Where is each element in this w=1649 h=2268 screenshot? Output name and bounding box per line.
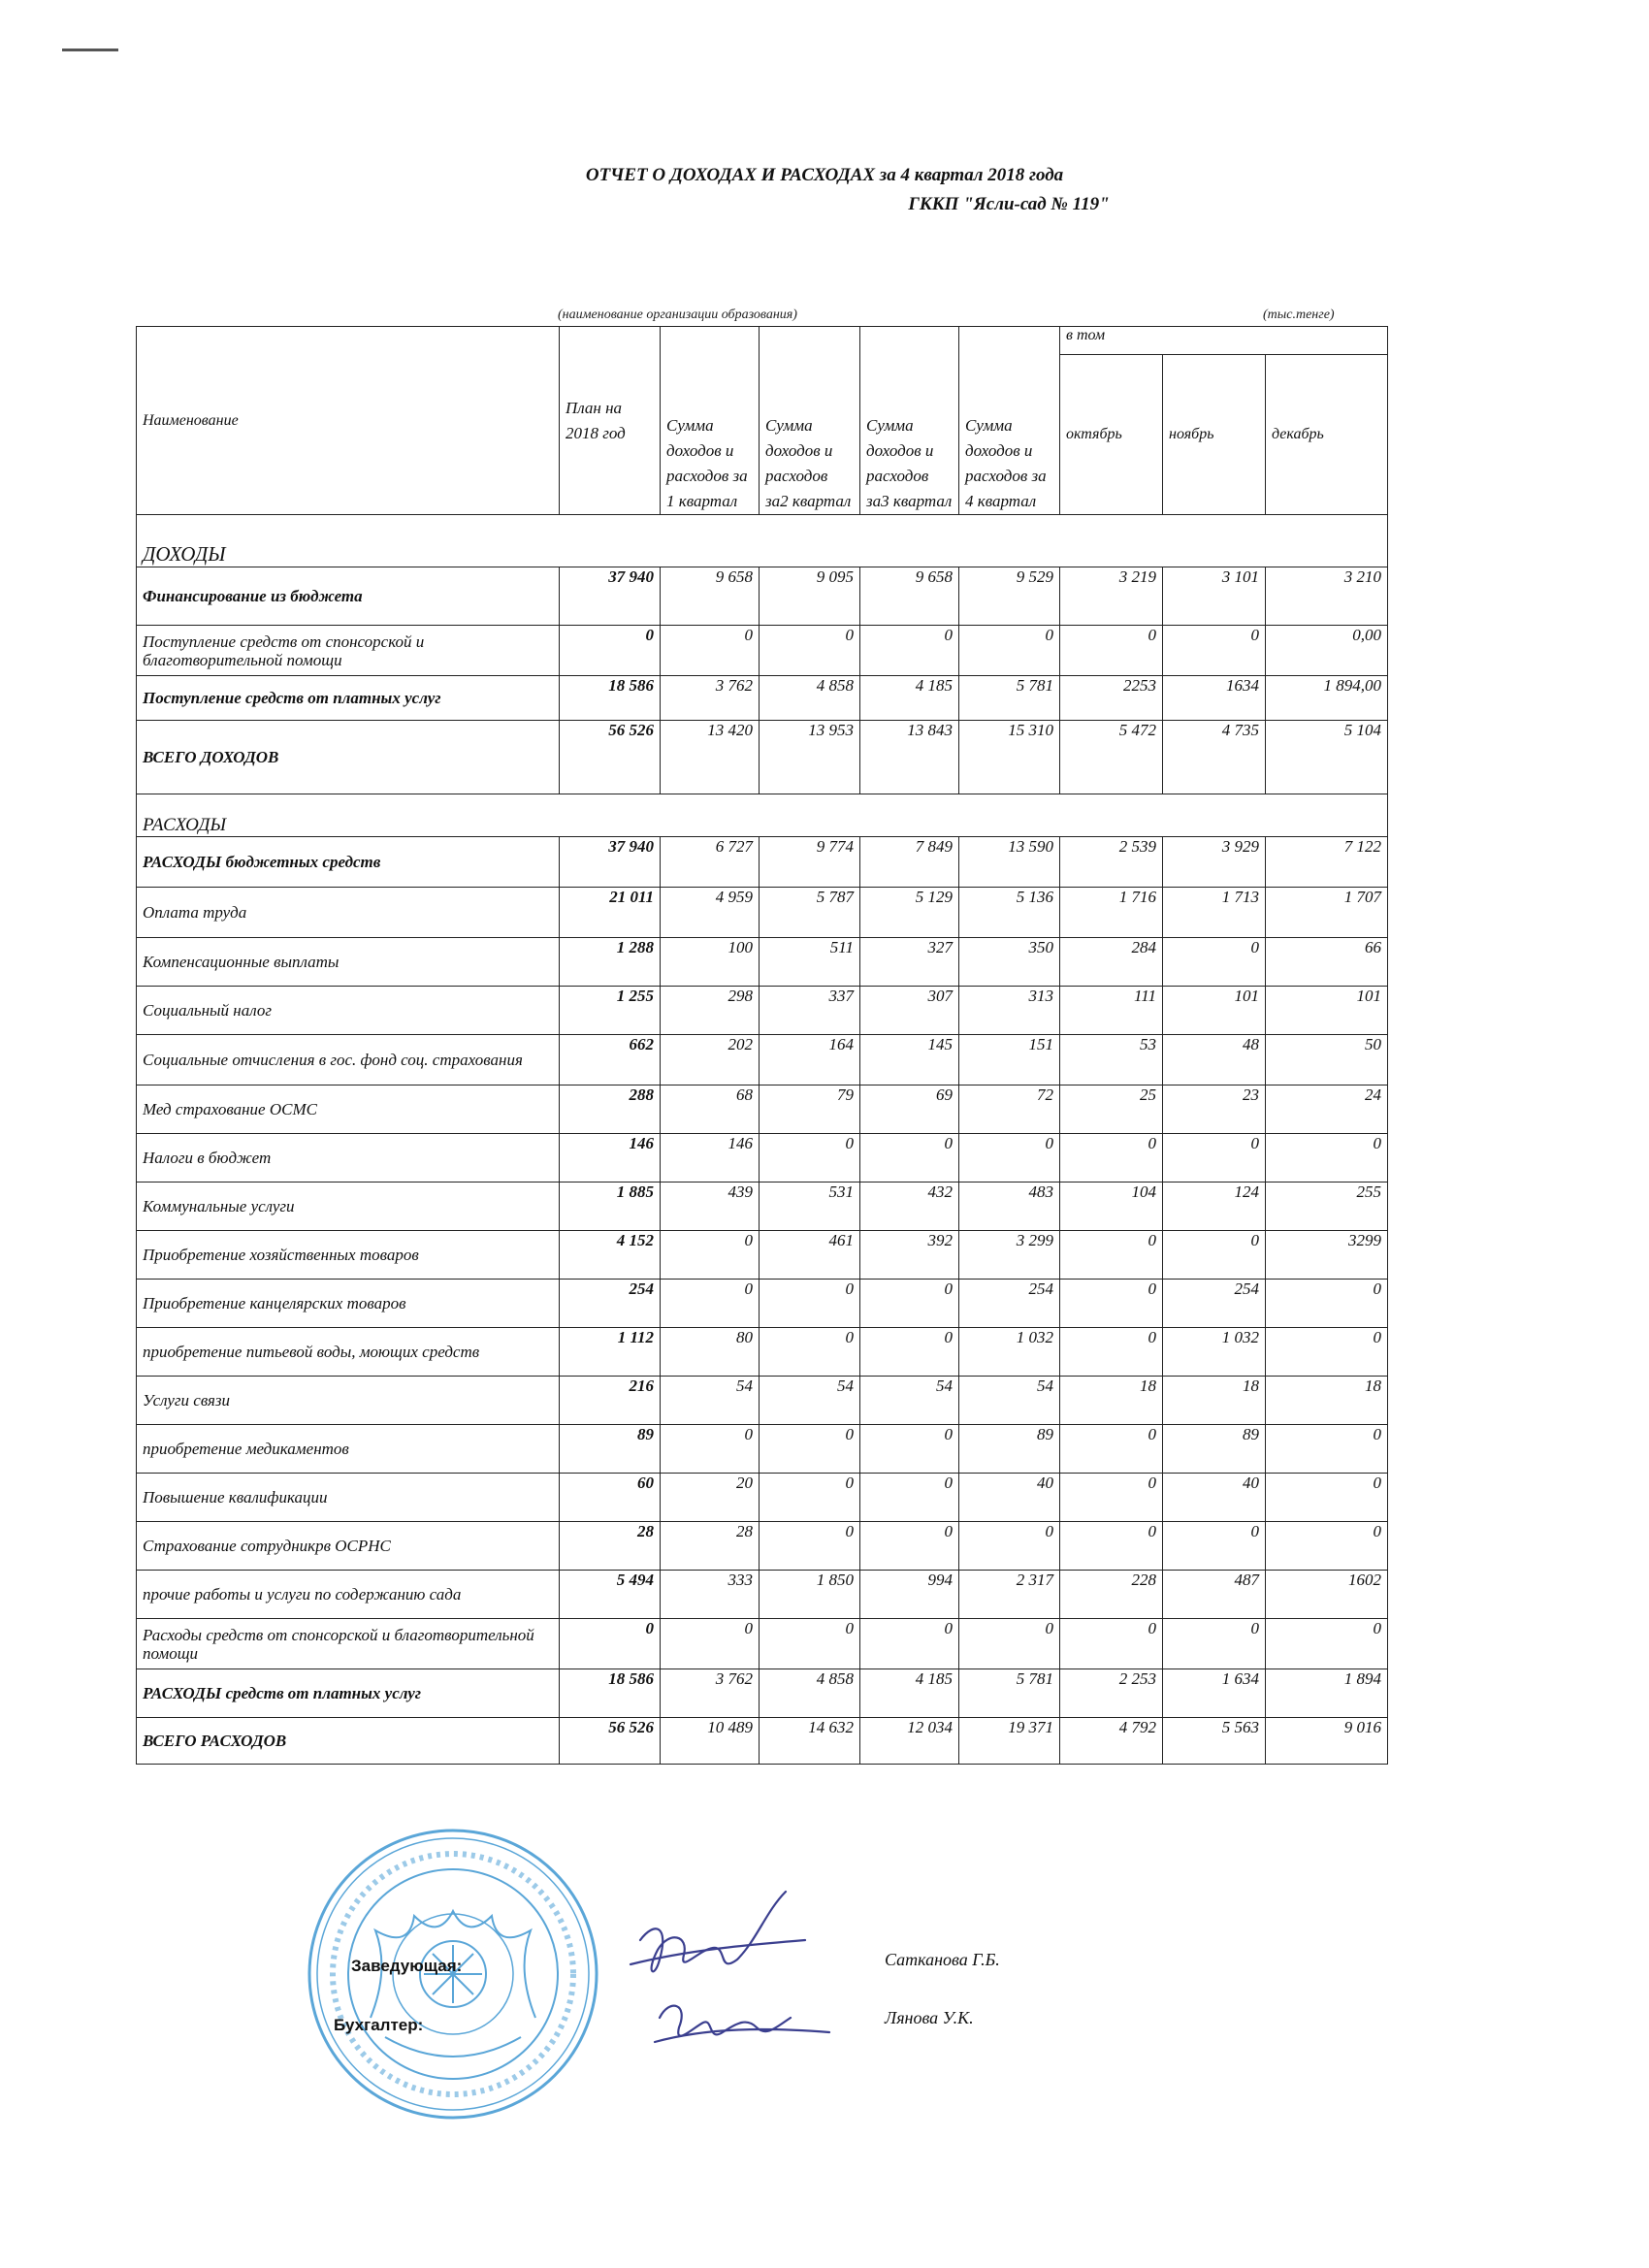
expense-row	[137, 1328, 1388, 1377]
cell-q2: 9 095	[760, 567, 860, 626]
cell-oct: 2 253	[1060, 1669, 1163, 1718]
expense-row	[137, 1231, 1388, 1280]
col-header-october: октябрь	[1060, 355, 1163, 515]
cell-plan: 254	[560, 1280, 661, 1328]
cell-q2: 54	[760, 1377, 860, 1425]
row-label: Мед страхование ОСМС	[137, 1085, 560, 1134]
cell-q2: 0	[760, 1425, 860, 1474]
cell-q3: 13 843	[860, 721, 959, 794]
expense-row	[137, 1571, 1388, 1619]
cell-nov: 4 735	[1163, 721, 1266, 794]
col-header-december: декабрь	[1266, 355, 1388, 515]
expense-row	[137, 837, 1388, 888]
cell-q4: 0	[959, 1134, 1060, 1183]
cell-q1: 10 489	[661, 1718, 760, 1765]
expense-row	[137, 1474, 1388, 1522]
scan-artifact-line	[62, 49, 118, 51]
cell-q4: 72	[959, 1085, 1060, 1134]
cell-q4: 3 299	[959, 1231, 1060, 1280]
cell-dec: 1 707	[1266, 888, 1388, 938]
cell-q4: 0	[959, 1522, 1060, 1571]
col-header-q2: Сумма доходов и расходов за2 квартал	[760, 327, 860, 515]
cell-plan: 1 255	[560, 987, 661, 1035]
cell-q4: 350	[959, 938, 1060, 987]
cell-q1: 4 959	[661, 888, 760, 938]
cell-oct: 2253	[1060, 676, 1163, 721]
cell-q2: 0	[760, 1328, 860, 1377]
cell-dec: 0	[1266, 1474, 1388, 1522]
cell-q1: 6 727	[661, 837, 760, 888]
cell-q3: 0	[860, 1328, 959, 1377]
cell-q3: 307	[860, 987, 959, 1035]
col-header-q4: Сумма доходов и расходов за 4 квартал	[959, 327, 1060, 515]
cell-q1: 3 762	[661, 1669, 760, 1718]
col-header-q1: Сумма доходов и расходов за 1 квартал	[661, 327, 760, 515]
cell-q3: 0	[860, 1474, 959, 1522]
cell-q4: 54	[959, 1377, 1060, 1425]
cell-q4: 2 317	[959, 1571, 1060, 1619]
cell-dec: 0,00	[1266, 626, 1388, 676]
cell-dec: 24	[1266, 1085, 1388, 1134]
cell-dec: 9 016	[1266, 1718, 1388, 1765]
row-label: ВСЕГО РАСХОДОВ	[137, 1718, 560, 1765]
cell-q3: 0	[860, 626, 959, 676]
cell-plan: 1 112	[560, 1328, 661, 1377]
income-row	[137, 676, 1388, 721]
cell-plan: 0	[560, 626, 661, 676]
cell-plan: 37 940	[560, 567, 661, 626]
cell-plan: 28	[560, 1522, 661, 1571]
cell-q4: 0	[959, 626, 1060, 676]
expense-row	[137, 1522, 1388, 1571]
cell-oct: 0	[1060, 1425, 1163, 1474]
cell-dec: 1 894,00	[1266, 676, 1388, 721]
expense-row	[137, 938, 1388, 987]
cell-q3: 5 129	[860, 888, 959, 938]
cell-dec: 0	[1266, 1522, 1388, 1571]
cell-oct: 0	[1060, 1328, 1163, 1377]
cell-plan: 5 494	[560, 1571, 661, 1619]
cell-plan: 4 152	[560, 1231, 661, 1280]
cell-q1: 0	[661, 1231, 760, 1280]
col-header-in-that: в том	[1060, 327, 1388, 355]
income-row	[137, 567, 1388, 626]
expense-row	[137, 1035, 1388, 1085]
cell-q4: 151	[959, 1035, 1060, 1085]
cell-oct: 0	[1060, 1134, 1163, 1183]
col-header-plan: План на 2018 год	[560, 327, 661, 515]
section-expense-heading: РАСХОДЫ	[137, 794, 1388, 837]
cell-dec: 255	[1266, 1183, 1388, 1231]
income-row	[137, 721, 1388, 794]
cell-q2: 1 850	[760, 1571, 860, 1619]
cell-oct: 0	[1060, 1231, 1163, 1280]
cell-q4: 313	[959, 987, 1060, 1035]
cell-nov: 48	[1163, 1035, 1266, 1085]
cell-plan: 37 940	[560, 837, 661, 888]
row-label: РАСХОДЫ средств от платных услуг	[137, 1669, 560, 1718]
cell-q3: 392	[860, 1231, 959, 1280]
cell-oct: 1 716	[1060, 888, 1163, 938]
cell-oct: 0	[1060, 1474, 1163, 1522]
cell-plan: 56 526	[560, 1718, 661, 1765]
head-name: Сатканова Г.Б.	[885, 1950, 1000, 1969]
row-label: Страхование сотрудникрв ОСРНС	[137, 1522, 560, 1571]
cell-oct: 104	[1060, 1183, 1163, 1231]
cell-q3: 0	[860, 1619, 959, 1669]
cell-nov: 124	[1163, 1183, 1266, 1231]
cell-q1: 298	[661, 987, 760, 1035]
cell-nov: 23	[1163, 1085, 1266, 1134]
cell-q1: 333	[661, 1571, 760, 1619]
cell-q4: 1 032	[959, 1328, 1060, 1377]
cell-dec: 1 894	[1266, 1669, 1388, 1718]
cell-q1: 54	[661, 1377, 760, 1425]
cell-q3: 0	[860, 1134, 959, 1183]
section-income-heading: ДОХОДЫ	[137, 515, 1388, 567]
cell-q1: 9 658	[661, 567, 760, 626]
cell-dec: 0	[1266, 1425, 1388, 1474]
expense-row	[137, 1619, 1388, 1669]
cell-q2: 531	[760, 1183, 860, 1231]
cell-dec: 0	[1266, 1619, 1388, 1669]
cell-q1: 0	[661, 626, 760, 676]
cell-dec: 3299	[1266, 1231, 1388, 1280]
expense-row	[137, 1085, 1388, 1134]
row-label: Коммунальные услуги	[137, 1183, 560, 1231]
row-label: Расходы средств от спонсорской и благотворительной помощи	[137, 1619, 560, 1669]
row-label: Оплата труда	[137, 888, 560, 938]
row-label: Повышение квалификации	[137, 1474, 560, 1522]
expense-row	[137, 1669, 1388, 1718]
row-label: Поступление средств от спонсорской и благотворительной помощи	[137, 626, 560, 676]
cell-q3: 4 185	[860, 1669, 959, 1718]
cell-oct: 3 219	[1060, 567, 1163, 626]
cell-oct: 284	[1060, 938, 1163, 987]
expense-row	[137, 1280, 1388, 1328]
cell-q2: 4 858	[760, 676, 860, 721]
cell-q4: 15 310	[959, 721, 1060, 794]
cell-q3: 327	[860, 938, 959, 987]
income-row	[137, 626, 1388, 676]
row-label: Социальные отчисления в гос. фонд соц. страхования	[137, 1035, 560, 1085]
expense-row	[137, 987, 1388, 1035]
cell-dec: 66	[1266, 938, 1388, 987]
cell-q2: 5 787	[760, 888, 860, 938]
cell-q4: 9 529	[959, 567, 1060, 626]
cell-q3: 12 034	[860, 1718, 959, 1765]
cell-dec: 5 104	[1266, 721, 1388, 794]
cell-oct: 18	[1060, 1377, 1163, 1425]
row-label: Поступление средств от платных услуг	[137, 676, 560, 721]
cell-oct: 0	[1060, 1280, 1163, 1328]
cell-q4: 89	[959, 1425, 1060, 1474]
cell-q2: 461	[760, 1231, 860, 1280]
cell-plan: 216	[560, 1377, 661, 1425]
cell-dec: 7 122	[1266, 837, 1388, 888]
cell-q4: 13 590	[959, 837, 1060, 888]
cell-q1: 13 420	[661, 721, 760, 794]
cell-plan: 56 526	[560, 721, 661, 794]
cell-q3: 432	[860, 1183, 959, 1231]
row-label: Приобретение канцелярских товаров	[137, 1280, 560, 1328]
cell-q3: 0	[860, 1280, 959, 1328]
caption-organization: (наименование организации образования)	[558, 308, 797, 322]
cell-q1: 20	[661, 1474, 760, 1522]
cell-nov: 5 563	[1163, 1718, 1266, 1765]
cell-q1: 0	[661, 1425, 760, 1474]
cell-q2: 0	[760, 1619, 860, 1669]
cell-q2: 0	[760, 1134, 860, 1183]
cell-q2: 0	[760, 1522, 860, 1571]
cell-nov: 0	[1163, 1522, 1266, 1571]
cell-nov: 0	[1163, 626, 1266, 676]
cell-q1: 28	[661, 1522, 760, 1571]
row-label: Налоги в бюджет	[137, 1134, 560, 1183]
cell-q4: 40	[959, 1474, 1060, 1522]
row-label: Социальный налог	[137, 987, 560, 1035]
cell-oct: 0	[1060, 1522, 1163, 1571]
cell-q2: 0	[760, 626, 860, 676]
cell-q1: 0	[661, 1619, 760, 1669]
cell-plan: 21 011	[560, 888, 661, 938]
row-label: приобретение питьевой воды, моющих средств	[137, 1328, 560, 1377]
col-header-name: Наименование	[137, 327, 560, 515]
cell-q3: 69	[860, 1085, 959, 1134]
cell-q4: 5 781	[959, 1669, 1060, 1718]
cell-q4: 5 136	[959, 888, 1060, 938]
cell-q3: 9 658	[860, 567, 959, 626]
expense-row	[137, 1183, 1388, 1231]
cell-plan: 288	[560, 1085, 661, 1134]
cell-nov: 1 032	[1163, 1328, 1266, 1377]
cell-q4: 5 781	[959, 676, 1060, 721]
cell-plan: 662	[560, 1035, 661, 1085]
cell-oct: 4 792	[1060, 1718, 1163, 1765]
cell-q3: 4 185	[860, 676, 959, 721]
cell-plan: 18 586	[560, 676, 661, 721]
cell-nov: 3 929	[1163, 837, 1266, 888]
handwritten-signatures	[601, 1882, 854, 2076]
cell-oct: 0	[1060, 626, 1163, 676]
col-header-q3: Сумма доходов и расходов за3 квартал	[860, 327, 959, 515]
report-title: ОТЧЕТ О ДОХОДАХ И РАСХОДАХ за 4 квартал 2018 года	[585, 165, 1064, 185]
cell-q3: 145	[860, 1035, 959, 1085]
cell-q4: 254	[959, 1280, 1060, 1328]
cell-q3: 7 849	[860, 837, 959, 888]
expense-row	[137, 1377, 1388, 1425]
cell-q2: 0	[760, 1280, 860, 1328]
organization-title: ГККП "Ясли-сад № 119"	[908, 194, 1110, 214]
cell-q1: 439	[661, 1183, 760, 1231]
accountant-name: Лянова У.К.	[885, 2008, 974, 2027]
cell-q1: 68	[661, 1085, 760, 1134]
cell-oct: 111	[1060, 987, 1163, 1035]
expense-row	[137, 1134, 1388, 1183]
cell-q2: 4 858	[760, 1669, 860, 1718]
row-label: прочие работы и услуги по содержанию сада	[137, 1571, 560, 1619]
cell-nov: 1 634	[1163, 1669, 1266, 1718]
cell-plan: 89	[560, 1425, 661, 1474]
cell-nov: 0	[1163, 1231, 1266, 1280]
cell-q3: 994	[860, 1571, 959, 1619]
col-header-november: ноябрь	[1163, 355, 1266, 515]
cell-dec: 0	[1266, 1134, 1388, 1183]
cell-q1: 80	[661, 1328, 760, 1377]
cell-dec: 3 210	[1266, 567, 1388, 626]
cell-q1: 202	[661, 1035, 760, 1085]
cell-q1: 146	[661, 1134, 760, 1183]
cell-nov: 1 713	[1163, 888, 1266, 938]
cell-q3: 0	[860, 1522, 959, 1571]
cell-dec: 1602	[1266, 1571, 1388, 1619]
cell-nov: 0	[1163, 938, 1266, 987]
income-expense-table	[136, 326, 1388, 1765]
cell-oct: 5 472	[1060, 721, 1163, 794]
cell-plan: 1 885	[560, 1183, 661, 1231]
cell-dec: 18	[1266, 1377, 1388, 1425]
cell-nov: 0	[1163, 1134, 1266, 1183]
cell-q3: 0	[860, 1425, 959, 1474]
cell-nov: 3 101	[1163, 567, 1266, 626]
expense-row	[137, 1718, 1388, 1765]
cell-q1: 3 762	[661, 676, 760, 721]
cell-oct: 25	[1060, 1085, 1163, 1134]
cell-nov: 0	[1163, 1619, 1266, 1669]
cell-dec: 0	[1266, 1328, 1388, 1377]
cell-plan: 1 288	[560, 938, 661, 987]
cell-q2: 9 774	[760, 837, 860, 888]
cell-q2: 337	[760, 987, 860, 1035]
row-label: Компенсационные выплаты	[137, 938, 560, 987]
cell-dec: 101	[1266, 987, 1388, 1035]
cell-oct: 0	[1060, 1619, 1163, 1669]
caption-units: (тыс.тенге)	[1263, 308, 1335, 322]
cell-q2: 511	[760, 938, 860, 987]
cell-q2: 0	[760, 1474, 860, 1522]
cell-dec: 50	[1266, 1035, 1388, 1085]
cell-q4: 483	[959, 1183, 1060, 1231]
cell-nov: 487	[1163, 1571, 1266, 1619]
row-label: Услуги связи	[137, 1377, 560, 1425]
row-label: ВСЕГО ДОХОДОВ	[137, 721, 560, 794]
cell-q2: 13 953	[760, 721, 860, 794]
row-label: Приобретение хозяйственных товаров	[137, 1231, 560, 1280]
cell-plan: 18 586	[560, 1669, 661, 1718]
cell-q1: 0	[661, 1280, 760, 1328]
cell-nov: 89	[1163, 1425, 1266, 1474]
cell-nov: 254	[1163, 1280, 1266, 1328]
expense-row	[137, 1425, 1388, 1474]
cell-dec: 0	[1266, 1280, 1388, 1328]
cell-plan: 0	[560, 1619, 661, 1669]
cell-oct: 228	[1060, 1571, 1163, 1619]
cell-plan: 146	[560, 1134, 661, 1183]
cell-q4: 19 371	[959, 1718, 1060, 1765]
row-label: приобретение медикаментов	[137, 1425, 560, 1474]
cell-nov: 40	[1163, 1474, 1266, 1522]
cell-q3: 54	[860, 1377, 959, 1425]
expense-row	[137, 888, 1388, 938]
cell-q1: 100	[661, 938, 760, 987]
accountant-label: Бухгалтер:	[334, 2016, 424, 2034]
cell-q2: 79	[760, 1085, 860, 1134]
cell-nov: 101	[1163, 987, 1266, 1035]
cell-q2: 14 632	[760, 1718, 860, 1765]
row-label: Финансирование из бюджета	[137, 567, 560, 626]
cell-q2: 164	[760, 1035, 860, 1085]
cell-nov: 1634	[1163, 676, 1266, 721]
row-label: РАСХОДЫ бюджетных средств	[137, 837, 560, 888]
cell-nov: 18	[1163, 1377, 1266, 1425]
cell-oct: 53	[1060, 1035, 1163, 1085]
head-label: Заведующая:	[351, 1957, 463, 1975]
cell-plan: 60	[560, 1474, 661, 1522]
cell-oct: 2 539	[1060, 837, 1163, 888]
cell-q4: 0	[959, 1619, 1060, 1669]
